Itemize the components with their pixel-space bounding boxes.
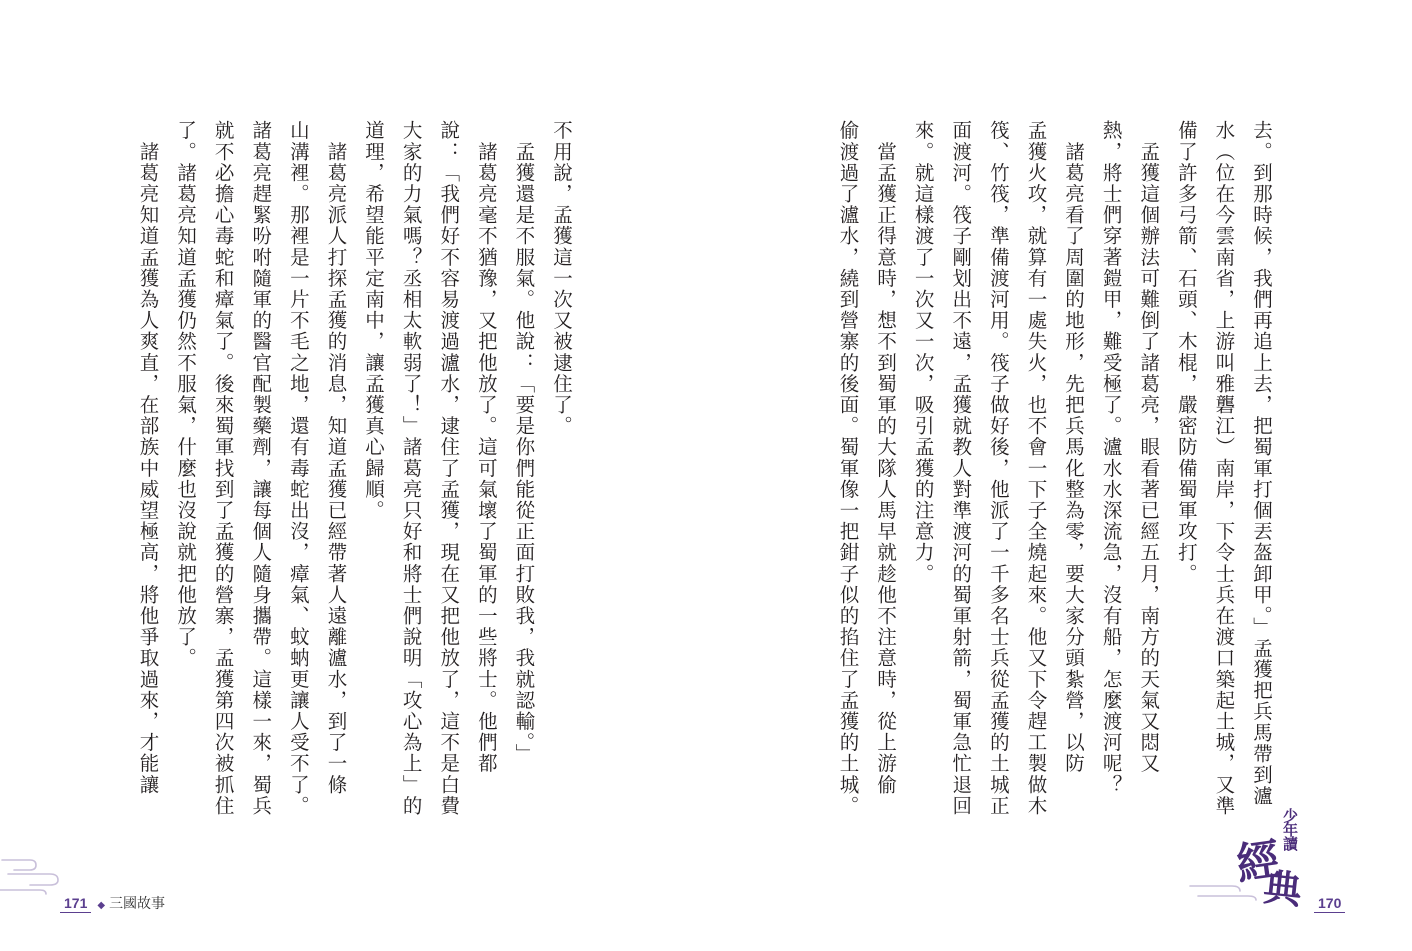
- text-line: 諸葛亮毫不猶豫，又把他放了。這可氣壞了蜀軍的一些將士。他們都: [474, 120, 498, 775]
- left-page-text: [130, 120, 580, 840]
- page-number: 171: [60, 895, 91, 913]
- logo-small-text: 少年讀: [1281, 808, 1299, 850]
- text-line: 諸葛亮派人打探孟獲的消息，知道孟獲已經帶著人遠離瀘水，到了一條: [324, 120, 348, 796]
- text-line: 大家的力氣嗎？丞相太軟弱了！」諸葛亮只好和將士們說明「攻心為上」的: [399, 120, 423, 817]
- text-line: 偷渡過了瀘水，繞到營寨的後面。蜀軍像一把鉗子似的掐住了孟獲的土城。: [836, 120, 860, 817]
- logo-char: 典: [1261, 864, 1304, 913]
- text-line: 諸葛亮趕緊吩咐隨軍的醫官配製藥劑，讓每個人隨身攜帶。這樣一來，蜀兵: [249, 120, 273, 817]
- text-line: 不用說，孟獲這一次又被逮住了。: [550, 120, 573, 437]
- text-line: 孟獲火攻，就算有一處失火，也不會一下子全燒起來。他又下令趕工製做木: [1024, 120, 1048, 817]
- text-line: 說：「我們好不容易渡過瀘水，逮住了孟獲，現在又把他放了，這不是白費: [437, 120, 461, 817]
- cloud-ornament-icon: [0, 852, 64, 898]
- text-line: 備了許多弓箭、石頭、木棍，嚴密防備蜀軍攻打。: [1174, 120, 1198, 585]
- text-line: 來。就這樣渡了一次又一次，吸引孟獲的注意力。: [911, 120, 935, 585]
- text-line: 諸葛亮知道孟獲為人爽直，在部族中威望極高，將他爭取過來，才能讓: [136, 120, 160, 796]
- text-line: 水（位在今雲南省，上游叫雅礱江）南岸，下令士兵在渡口築起土城，又準: [1212, 120, 1236, 817]
- text-line: 孟獲這個辦法可難倒了諸葛亮，眼看著已經五月，南方的天氣又悶又: [1137, 120, 1161, 775]
- text-line: 去。到那時候，我們再追上去，把蜀軍打個丟盔卸甲。」孟獲把兵馬帶到瀘: [1250, 120, 1273, 807]
- text-line: 熱，將士們穿著鎧甲，難受極了。瀘水水深流急，沒有船，怎麼渡河呢？: [1099, 120, 1123, 796]
- text-line: 筏、竹筏，準備渡河用。筏子做好後，他派了一千多名士兵從孟獲的土城正: [986, 120, 1010, 817]
- diamond-icon: ◆: [97, 900, 106, 911]
- text-line: 就不必擔心毒蛇和瘴氣了。後來蜀軍找到了孟獲的營寨，孟獲第四次被抓住: [211, 120, 235, 817]
- text-line: 了。諸葛亮知道孟獲仍然不服氣，什麼也沒說就把他放了。: [174, 120, 198, 669]
- right-page-footer: [1314, 895, 1345, 913]
- logo-char: 經: [1233, 834, 1284, 891]
- text-line: 諸葛亮看了周圍的地形，先把兵馬化整為零，要大家分頭紮營，以防: [1062, 120, 1086, 775]
- left-page-footer: [60, 893, 165, 913]
- text-line: 山溝裡。那裡是一片不毛之地，還有毒蛇出沒，瘴氣、蚊蚋更讓人受不了。: [286, 120, 310, 817]
- running-title: 三國故事: [109, 895, 166, 911]
- page-number: 170: [1314, 895, 1345, 913]
- text-line: 道理，希望能平定南中，讓孟獲真心歸順。: [362, 120, 386, 521]
- right-page-text: [830, 120, 1280, 840]
- series-logo: [1230, 808, 1318, 918]
- text-line: 當孟獲正得意時，想不到蜀軍的大隊人馬早就趁他不注意時，從上游偷: [874, 120, 898, 796]
- text-line: 孟獲還是不服氣。他說：「要是你們能從正面打敗我，我就認輸。」: [512, 120, 536, 765]
- text-line: 面渡河。筏子剛划出不遠，孟獲就教人對準渡河的蜀軍射箭，蜀軍急忙退回: [949, 120, 973, 817]
